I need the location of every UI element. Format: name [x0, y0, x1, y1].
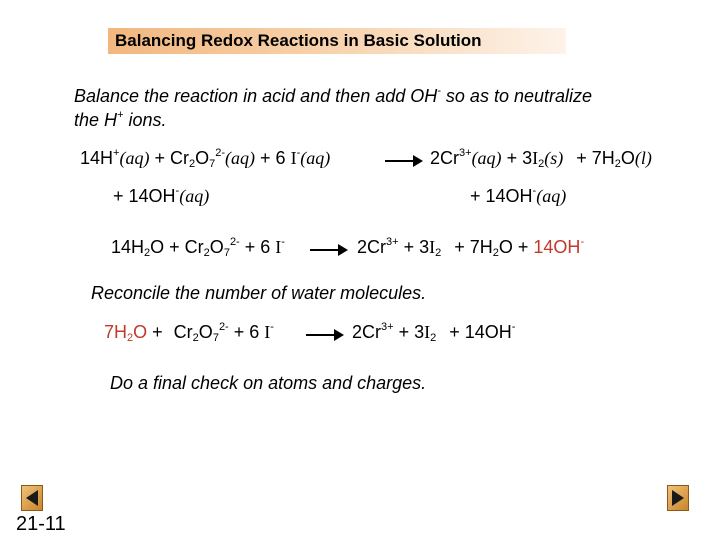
- eq1-water: + 7H: [576, 148, 615, 168]
- eq3-arrow: [306, 334, 342, 336]
- eq2-iodide-charge: -: [281, 236, 285, 248]
- eq2-iodide: I: [275, 237, 282, 257]
- eq2-dichromate-sub1: 2: [203, 247, 210, 259]
- intro-line1-b: so as to neutralize: [440, 86, 593, 106]
- eq3-i2-coef: + 3: [393, 322, 425, 342]
- eq1-dichromate: + Cr: [149, 148, 189, 168]
- eq1-reactants: [80, 148, 330, 169]
- eq1-dichromate-charge: 2-: [215, 147, 226, 159]
- triangle-left-icon: [24, 489, 40, 507]
- eq3-dichromate-sub2: 7: [212, 332, 219, 344]
- eq3-dichromate-sub1: 2: [192, 332, 199, 344]
- eq1-iodide-charge: -: [296, 147, 301, 159]
- eq2-water-sub: 2: [144, 247, 151, 259]
- eq2-dichromate-o: O: [209, 237, 224, 257]
- intro-line2-b: ions.: [123, 110, 167, 130]
- eq1-dichromate-sub2: 7: [209, 158, 216, 170]
- eq2-cr-ion: 2Cr: [357, 237, 387, 257]
- triangle-right-icon: [670, 489, 686, 507]
- eq2-dichromate-charge: 2-: [229, 236, 240, 248]
- eq3-plus: +: [147, 322, 168, 342]
- add-oh-left-state: (aq): [179, 186, 210, 206]
- eq1-arrow: [385, 160, 421, 162]
- eq2-i2-sub: 2: [435, 247, 442, 259]
- eq2-cr-charge: 3+: [386, 236, 399, 248]
- note-reconcile: Reconcile the number of water molecules.: [91, 283, 427, 303]
- eq1-h-ion: 14H: [80, 148, 114, 168]
- eq2-products: [357, 237, 584, 258]
- eq1-h-state: (aq): [119, 148, 150, 168]
- eq1-cr-charge: 3+: [459, 147, 472, 159]
- eq2-hydroxide: 14OH: [533, 237, 581, 257]
- eq1-iodide-state: (aq): [300, 148, 331, 168]
- eq3-i2: I: [424, 322, 431, 342]
- eq3-products: [352, 322, 515, 343]
- add-oh-right: [470, 186, 566, 207]
- eq3-reactants: [104, 322, 274, 343]
- intro-line2-a: the H: [74, 110, 118, 130]
- eq2-water: 14H: [111, 237, 145, 257]
- eq1-cr-state: (aq): [471, 148, 502, 168]
- add-oh-left-charge: -: [175, 185, 180, 197]
- eq3-hydroxide: 14OH: [464, 322, 512, 342]
- eq2-iodide-coef: + 6: [239, 237, 276, 257]
- eq1-dichromate-sub1: 2: [188, 158, 196, 170]
- intro-line2-sup: +: [117, 109, 124, 121]
- prev-slide-button[interactable]: [21, 485, 43, 511]
- eq1-products: [430, 148, 652, 169]
- eq3-dichromate: Cr: [173, 322, 193, 342]
- eq3-water: 7H: [104, 322, 128, 342]
- eq2-water-product: + 7H: [454, 237, 493, 257]
- page-number: 21-11: [16, 513, 66, 535]
- eq1-iodide-coef: + 6: [255, 148, 291, 168]
- eq3-water-sub: 2: [127, 332, 134, 344]
- intro-line1-a: Balance the reaction in acid and then add OH: [74, 86, 438, 106]
- eq3-iodide-charge: -: [270, 321, 274, 333]
- eq3-iodide-coef: + 6: [228, 322, 265, 342]
- eq2-i2-coef: + 3: [398, 237, 430, 257]
- eq3-plus2: +: [449, 322, 465, 342]
- eq3-iodide: I: [264, 322, 271, 342]
- eq1-dichromate-o: O: [195, 148, 210, 168]
- add-oh-right-text: + 14OH: [470, 186, 533, 206]
- eq2-water-product-sub: 2: [492, 247, 499, 259]
- eq3-dichromate-charge: 2-: [218, 321, 229, 333]
- eq1-i2: I: [532, 148, 539, 168]
- eq1-water-o: O: [620, 148, 635, 168]
- intro-text: [74, 84, 674, 132]
- eq3-dichromate-o: O: [198, 322, 213, 342]
- eq1-i2-coef: + 3: [501, 148, 533, 168]
- intro-line1-sup: -: [437, 85, 441, 97]
- eq2-dichromate-sub2: 7: [223, 247, 230, 259]
- add-oh-right-state: (aq): [536, 186, 567, 206]
- page-title: Balancing Redox Reactions in Basic Solution: [115, 31, 482, 50]
- add-oh-left-text: + 14OH: [113, 186, 176, 206]
- eq3-water-o: O: [133, 322, 148, 342]
- eq1-dichromate-state: (aq): [225, 148, 256, 168]
- eq2-dichromate: O + Cr: [150, 237, 204, 257]
- eq2-i2: I: [429, 237, 436, 257]
- eq2-reactants: [111, 237, 285, 258]
- eq3-cr-charge: 3+: [381, 321, 394, 333]
- note-final-check: Do a final check on atoms and charges.: [110, 373, 427, 393]
- eq1-i2-sub: 2: [538, 158, 545, 170]
- add-oh-left: [113, 186, 209, 207]
- eq1-i2-state: (s): [544, 148, 564, 168]
- eq3-i2-sub: 2: [430, 332, 437, 344]
- eq1-water-sub: 2: [614, 158, 621, 170]
- eq1-iodide: I: [290, 148, 297, 168]
- next-slide-button[interactable]: [667, 485, 689, 511]
- eq2-hydroxide-charge: -: [580, 236, 585, 248]
- eq3-cr-ion: 2Cr: [352, 322, 382, 342]
- eq1-water-state: (l): [634, 148, 652, 168]
- eq2-arrow: [310, 249, 346, 251]
- add-oh-right-charge: -: [532, 185, 537, 197]
- eq1-h-charge: +: [113, 147, 120, 159]
- eq2-water-product-o: O +: [498, 237, 534, 257]
- eq1-cr-ion: 2Cr: [430, 148, 460, 168]
- eq3-hydroxide-charge: -: [511, 321, 516, 333]
